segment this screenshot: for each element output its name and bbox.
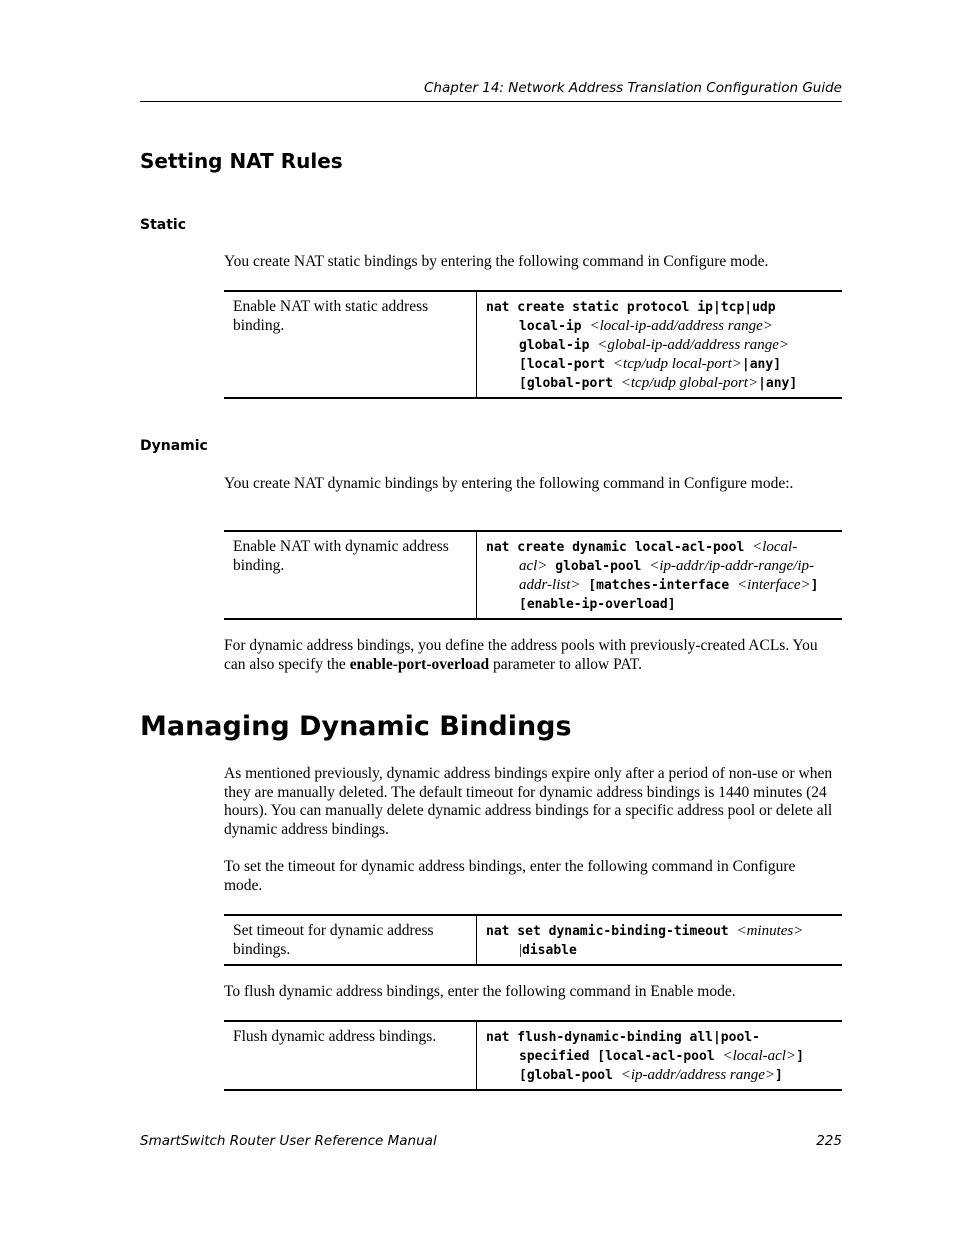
chapter-title: Chapter 14: Network Address Translation Configuration Guide — [423, 80, 842, 96]
flush-intro: To flush dynamic address bindings, enter the following command in Enable mode. — [224, 983, 736, 1000]
cmd-line: global-ip <global-ip-add/address range> — [519, 337, 790, 353]
timeout-command-description: Set timeout for dynamic address bindings. — [224, 916, 477, 964]
cmd-line: [enable-ip-overload] — [519, 597, 676, 612]
dynamic-command-description: Enable NAT with dynamic address binding. — [224, 532, 477, 618]
running-header — [140, 79, 842, 102]
timeout-command-syntax — [477, 916, 842, 964]
cmd-line: specified [local-acl-pool <local-acl>] — [519, 1048, 804, 1064]
cmd-line: [local-port <tcp/udp local-port>|any] — [519, 356, 782, 372]
dynamic-command-syntax — [477, 532, 842, 618]
static-intro: You create NAT static bindings by entering the following command in Configure mode. — [224, 253, 769, 270]
static-command-table — [224, 290, 842, 399]
manual-title: SmartSwitch Router User Reference Manual — [140, 1133, 437, 1149]
cmd-line: nat create static protocol ip|tcp|udp — [486, 300, 776, 315]
flush-command-description: Flush dynamic address bindings. — [224, 1022, 477, 1089]
cmd-line: [global-port <tcp/udp global-port>|any] — [519, 375, 798, 391]
static-command-syntax — [477, 292, 842, 397]
section-title-managing-dynamic-bindings: Managing Dynamic Bindings — [140, 711, 572, 742]
timeout-command-table — [224, 914, 842, 966]
dynamic-command-table — [224, 530, 842, 620]
subheading-static: Static — [140, 217, 187, 233]
flush-command-syntax — [477, 1022, 842, 1089]
cmd-line: nat flush-dynamic-binding all|pool- — [486, 1030, 760, 1045]
cmd-line: nat set dynamic-binding-timeout <minutes> — [486, 923, 804, 939]
dynamic-note: For dynamic address bindings, you define the address pools with previously-created ACLs. You can also specify the enable-port-overload parameter to allow PAT. — [224, 637, 818, 673]
flush-command-table — [224, 1020, 842, 1091]
subheading-dynamic: Dynamic — [140, 438, 208, 454]
parameter-name: enable-port-overload — [349, 655, 490, 673]
dynamic-intro: You create NAT dynamic bindings by entering the following command in Configure mode:. — [224, 475, 794, 492]
cmd-line: local-ip <local-ip-add/address range> — [519, 318, 773, 334]
section-title-setting-nat-rules: Setting NAT Rules — [140, 149, 343, 173]
cmd-line: nat create dynamic local-acl-pool <local- — [486, 539, 798, 555]
cmd-line: |disable — [519, 942, 577, 958]
cmd-line: addr-list> [matches-interface <interface>] — [519, 577, 819, 593]
managing-intro: As mentioned previously, dynamic address bindings expire only after a period of non-use or when they are manually deleted. The default timeout for dynamic address bindings is 1440 minutes (24 hours). You can manually delete dynamic address bindings for a specific address pool or delete all dynamic address bindings. — [224, 765, 833, 838]
cmd-line: [global-pool <ip-addr/address range>] — [519, 1067, 783, 1083]
static-command-description: Enable NAT with static address binding. — [224, 292, 477, 397]
cmd-line: acl> global-pool <ip-addr/ip-addr-range/ip- — [519, 558, 815, 574]
timeout-intro: To set the timeout for dynamic address bindings, enter the following command in Configure mode. — [224, 858, 796, 894]
page-number: 225 — [816, 1133, 842, 1149]
